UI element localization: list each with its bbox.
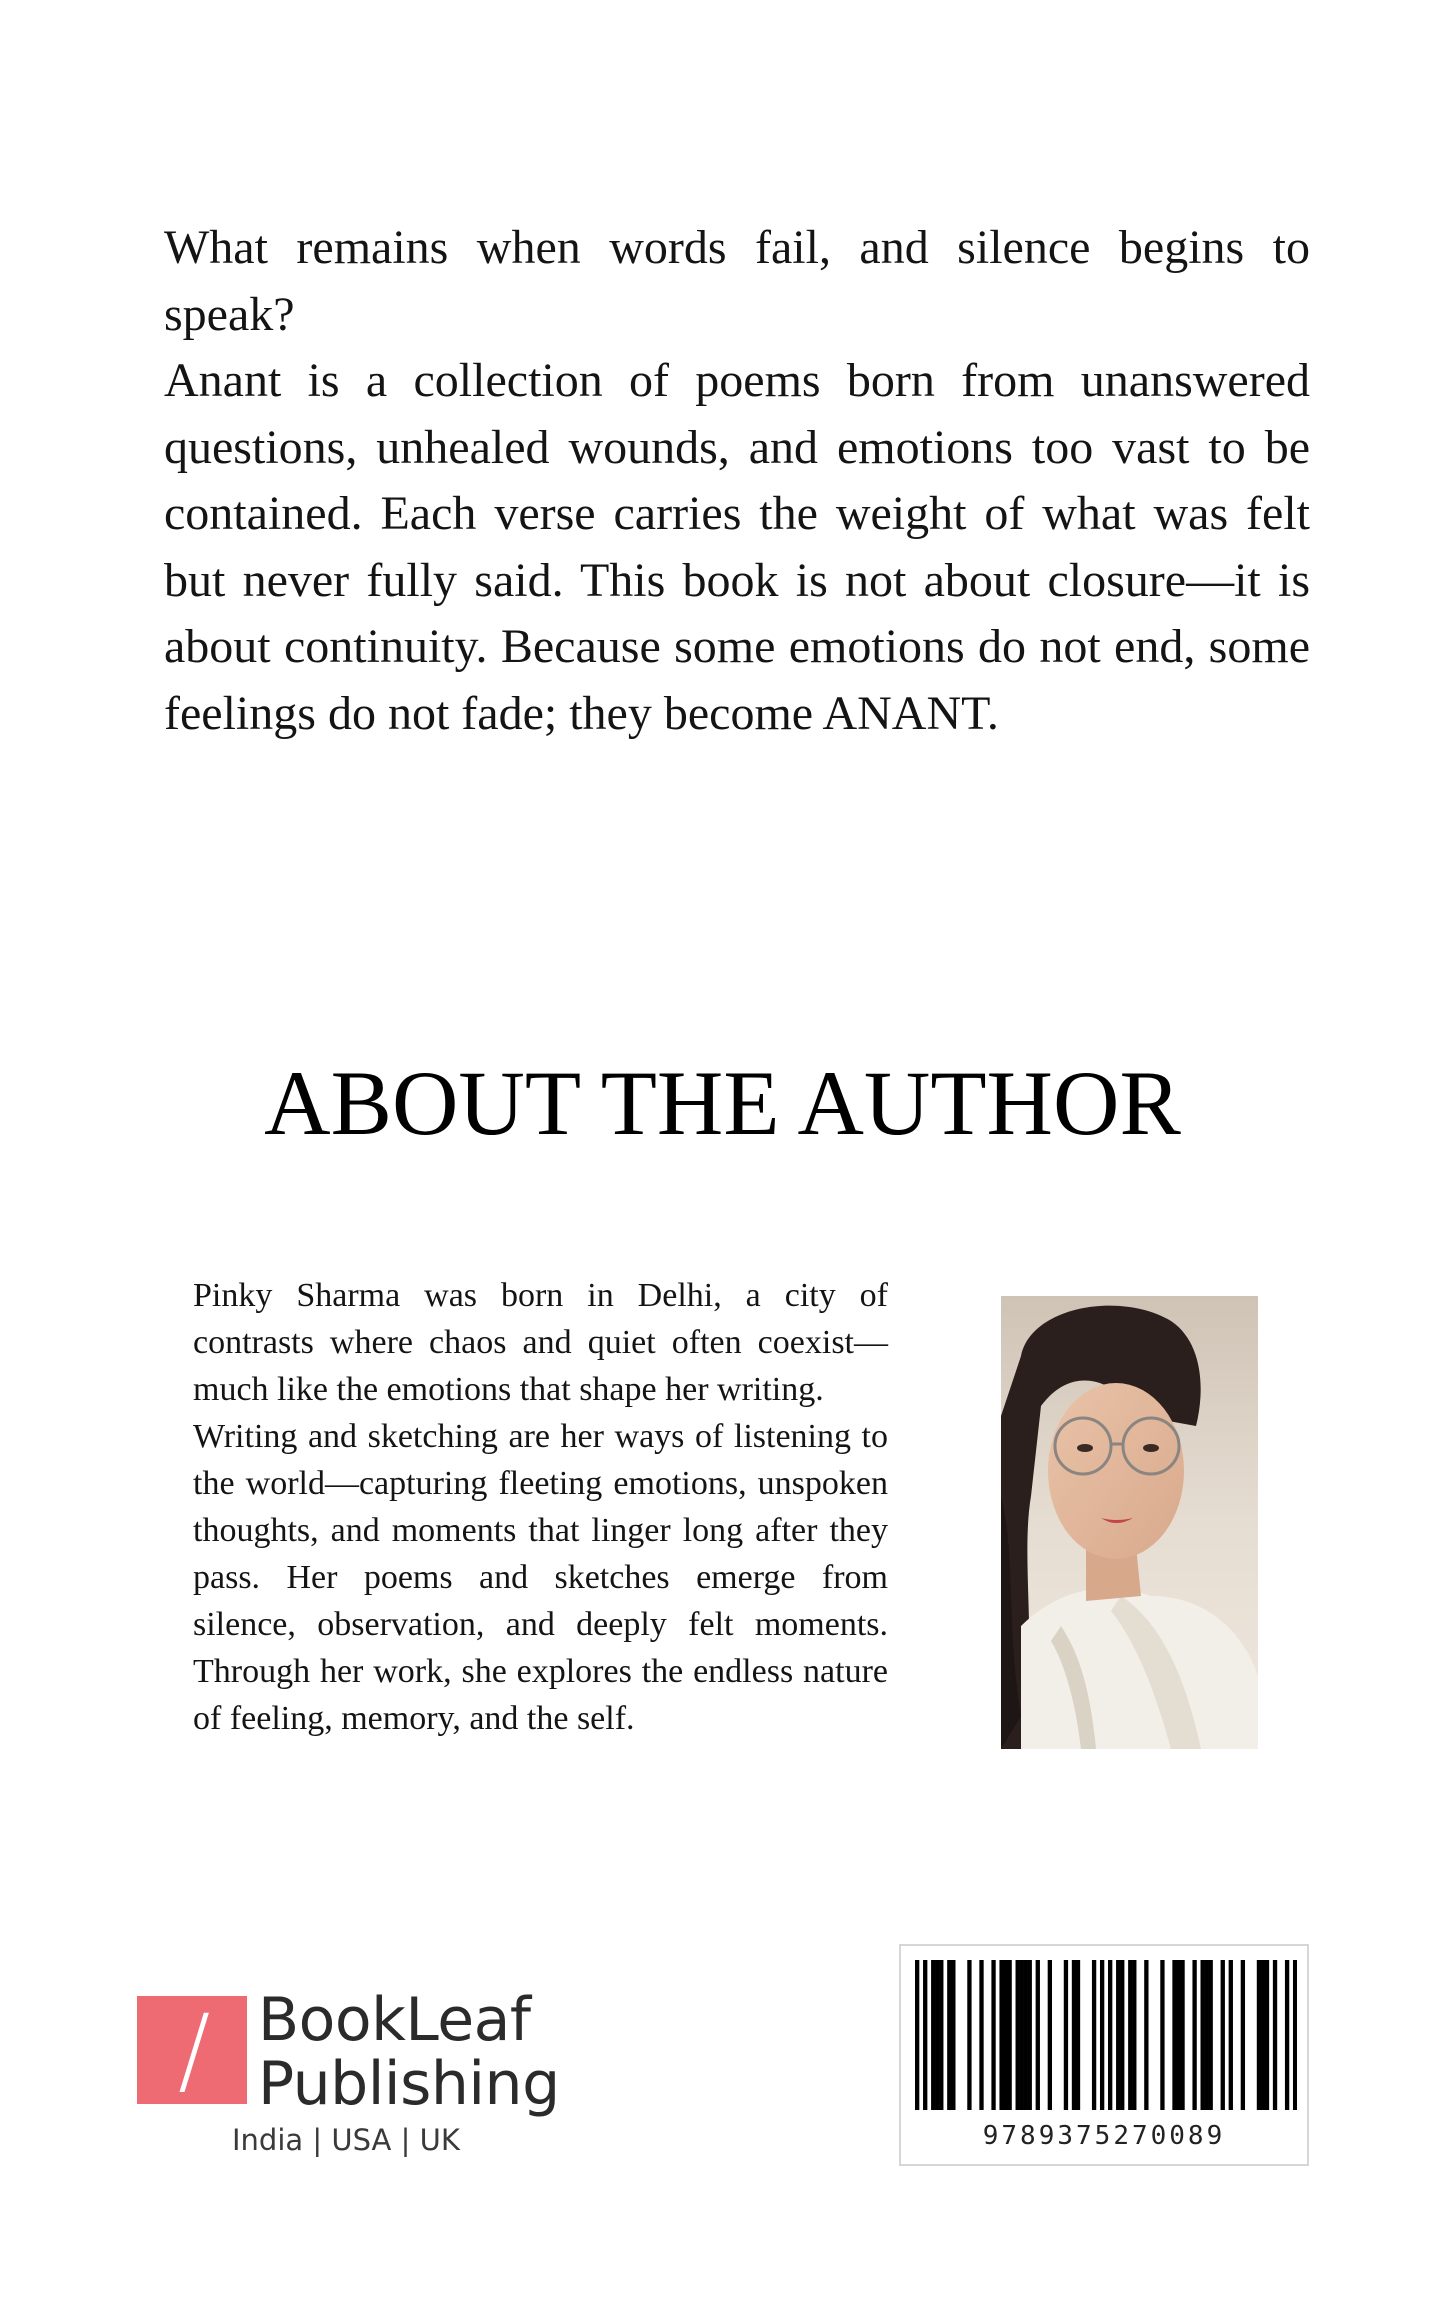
barcode-bar xyxy=(1016,1960,1020,2110)
barcode-bar xyxy=(1092,1960,1096,2110)
barcode-bar xyxy=(1265,1960,1269,2110)
barcode-bar xyxy=(1024,1960,1028,2110)
isbn-number: 9789375270089 xyxy=(982,2121,1226,2151)
publisher-regions: India | USA | UK xyxy=(232,2123,460,2157)
barcode-bar xyxy=(1160,1960,1164,2110)
barcode-bar xyxy=(947,1960,951,2110)
barcode-bar xyxy=(1180,1960,1184,2110)
barcode-bar xyxy=(923,1960,927,2110)
barcode-bar xyxy=(1200,1960,1204,2110)
barcode-bar xyxy=(935,1960,939,2110)
barcode-bar xyxy=(1108,1960,1112,2110)
barcode-bar xyxy=(1003,1960,1007,2110)
barcode-bar xyxy=(1192,1960,1196,2110)
barcode-bar xyxy=(1172,1960,1176,2110)
barcode-bar xyxy=(951,1960,955,2110)
barcode-bar xyxy=(1241,1960,1245,2110)
publisher-logo-name xyxy=(258,1985,560,2119)
barcode-bar xyxy=(1028,1960,1032,2110)
author-photo xyxy=(1001,1296,1258,1749)
barcode-bars xyxy=(915,1960,1297,2110)
barcode-bar xyxy=(1072,1960,1076,2110)
blurb-description: Anant is a collection of poems born from unanswered questions, unhealed wounds, and emotions too vast to be contained. Each verse carries the weight of what was felt but never fully said. This book is not about closure—it is about continuity. Because some emotions do not end, some feelings do not fade; they become ANANT. xyxy=(164,354,1310,740)
isbn-barcode xyxy=(899,1944,1309,2166)
barcode-bar xyxy=(1209,1960,1213,2110)
barcode-bar xyxy=(1205,1960,1209,2110)
barcode-bar xyxy=(1221,1960,1225,2110)
barcode-bar xyxy=(1100,1960,1104,2110)
barcode-bar xyxy=(1257,1960,1261,2110)
publisher-name-line2: Publishing xyxy=(258,2049,560,2119)
barcode-bar xyxy=(1285,1960,1289,2110)
barcode-bar xyxy=(1064,1960,1068,2110)
barcode-bar xyxy=(1128,1960,1132,2110)
barcode-bar xyxy=(1048,1960,1052,2110)
author-bio xyxy=(193,1272,888,1742)
barcode-bar xyxy=(1120,1960,1124,2110)
barcode-bar xyxy=(1273,1960,1277,2110)
blurb-question: What remains when words fail, and silence begins to speak? xyxy=(164,221,1310,341)
back-cover-blurb xyxy=(164,215,1310,747)
barcode-bar xyxy=(939,1960,943,2110)
barcode-bar xyxy=(931,1960,935,2110)
barcode-bar xyxy=(1144,1960,1148,2110)
barcode-bar xyxy=(1293,1960,1297,2110)
bio-paragraph-1: Pinky Sharma was born in Delhi, a city of contrasts where chaos and quiet often coexist—much like the emotions that shape her writing. xyxy=(193,1277,888,1408)
about-author-heading: ABOUT THE AUTHOR xyxy=(264,1052,1181,1154)
barcode-bar xyxy=(1261,1960,1265,2110)
barcode-bar xyxy=(1132,1960,1136,2110)
bio-paragraph-2: Writing and sketching are her ways of listening to the world—capturing fleeting emotions, unspoken thoughts, and moments that linger long after they pass. Her poems and sketches emerge from silence, observation, and deeply felt moments. Through her work, she explores the endless nature of feeling, memory, and the self. xyxy=(193,1418,888,1737)
barcode-bar xyxy=(915,1960,919,2110)
barcode-bar xyxy=(1036,1960,1040,2110)
barcode-bar xyxy=(1007,1960,1011,2110)
barcode-bar xyxy=(979,1960,983,2110)
barcode-bar xyxy=(999,1960,1003,2110)
barcode-bar xyxy=(1229,1960,1233,2110)
barcode-bar xyxy=(967,1960,971,2110)
barcode-bar xyxy=(1116,1960,1120,2110)
publisher-name-line1: BookLeaf xyxy=(258,1985,531,2055)
barcode-bar xyxy=(991,1960,995,2110)
barcode-bar xyxy=(1076,1960,1080,2110)
publisher-logo-slash: / xyxy=(178,1994,211,2106)
barcode-bar xyxy=(1020,1960,1024,2110)
barcode-bar xyxy=(1176,1960,1180,2110)
